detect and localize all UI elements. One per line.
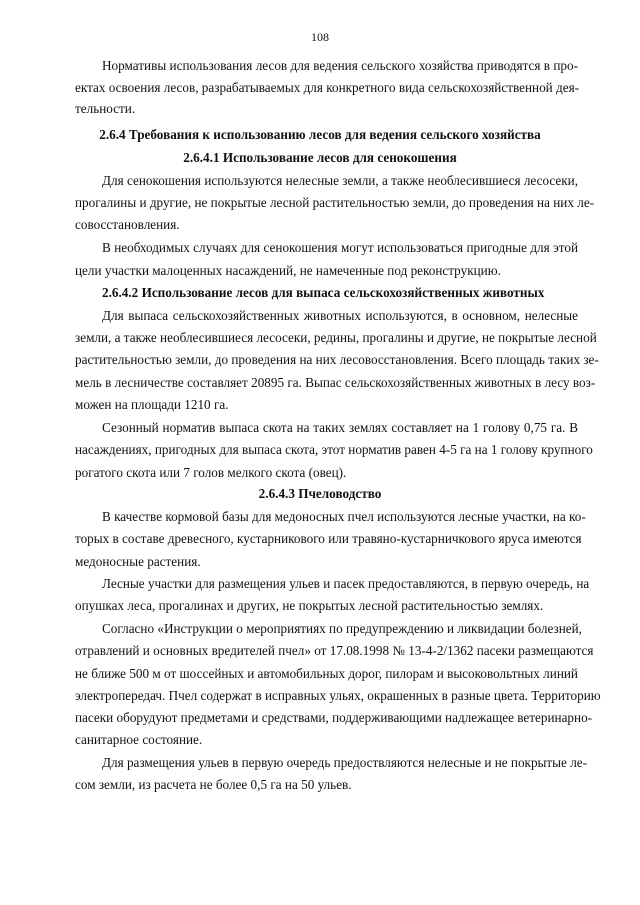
paragraph-line: торых в составе древесного, кустарникового или травяно-кустарничкового яруса имеются [75,531,582,546]
paragraph-line: Сезонный норматив выпаса скота на таких землях составляет на 1 голову 0,75 га. В [102,420,578,435]
paragraph-line: медоносные растения. [75,554,201,569]
paragraph-line: не ближе 500 м от шоссейных и автомобильных дорог, пилорам и высоковольтных линий [75,666,578,681]
paragraph-line: прогалины и другие, не покрытые лесной растительностью земли, до проведения на них ле- [75,195,595,210]
paragraph-line: растительностью земли, до проведения на них лесовосстановления. Всего площадь таких зе- [75,352,599,367]
paragraph-line: земли, а также необлесившиеся лесосеки, редины, прогалины и другие, не покрытые лесной [75,330,597,345]
subsection-heading: 2.6.4.3 Пчеловодство [258,486,382,501]
paragraph-line: Для размещения ульев в первую очередь предоствляются нелесные и не покрытые ле- [102,755,588,770]
paragraph-line: можен на площади 1210 га. [75,397,229,412]
section-heading: 2.6.4 Требования к использованию лесов для ведения сельского хозяйства [99,127,541,142]
paragraph-line: насаждениях, пригодных для выпаса скота, этот норматив равен 4-5 га на 1 голову крупного [75,442,593,457]
paragraph-line: санитарное состояние. [75,732,203,747]
subsection-heading: 2.6.4.2 Использование лесов для выпаса сельскохозяйственных животных [102,285,545,300]
paragraph-line: мель в лесничестве составляет 20895 га. Выпас сельскохозяйственных животных в лесу воз- [75,375,596,390]
paragraph-line: Лесные участки для размещения ульев и пасек предоставляются, в первую очередь, на [102,576,590,591]
paragraph-line: Согласно «Инструкции о мероприятиях по предупреждению и ликвидации болезней, [102,621,582,636]
paragraph-line: тельности. [75,101,136,116]
paragraph-line: В необходимых случаях для сенокошения могут использоваться пригодные для этой [102,240,578,255]
paragraph-line: отравлений и основных вредителей пчел» от 17.08.1998 № 13-4-2/1362 пасеки размещаются [75,643,594,658]
paragraph-line: цели участки малоценных насаждений, не намеченные под реконструкцию. [75,263,501,278]
page-number: 108 [311,30,329,44]
paragraph-line: Нормативы использования лесов для ведения сельского хозяйства приводятся в про- [102,58,578,73]
paragraph-line: опушках леса, прогалинах и других, не покрытых лесной растительностью землях. [75,598,544,613]
paragraph-line: сом земли, из расчета не более 0,5 га на 50 ульев. [75,777,352,792]
subsection-heading: 2.6.4.1 Использование лесов для сенокошения [183,150,457,165]
paragraph-line: В качестве кормовой базы для медоносных пчел используются лесные участки, на ко- [102,509,586,524]
paragraph-line: Для выпаса сельскохозяйственных животных используются, в основном, нелесные [102,308,578,323]
paragraph-line: рогатого скота или 7 голов мелкого скота (овец). [75,465,347,480]
paragraph-line: ектах освоения лесов, разрабатываемых для конкретного вида сельскохозяйственной дея- [75,80,580,95]
paragraph-line: совосстановления. [75,217,180,232]
paragraph-line: Для сенокошения используются нелесные земли, а также необлесившиеся лесосеки, [102,173,578,188]
paragraph-line: электропередач. Пчел содержат в исправных ульях, окрашенных в разные цвета. Территорию [75,688,601,703]
paragraph-line: пасеки оборудуют предметами и средствами, поддерживающими надлежащее ветеринарно- [75,710,593,725]
